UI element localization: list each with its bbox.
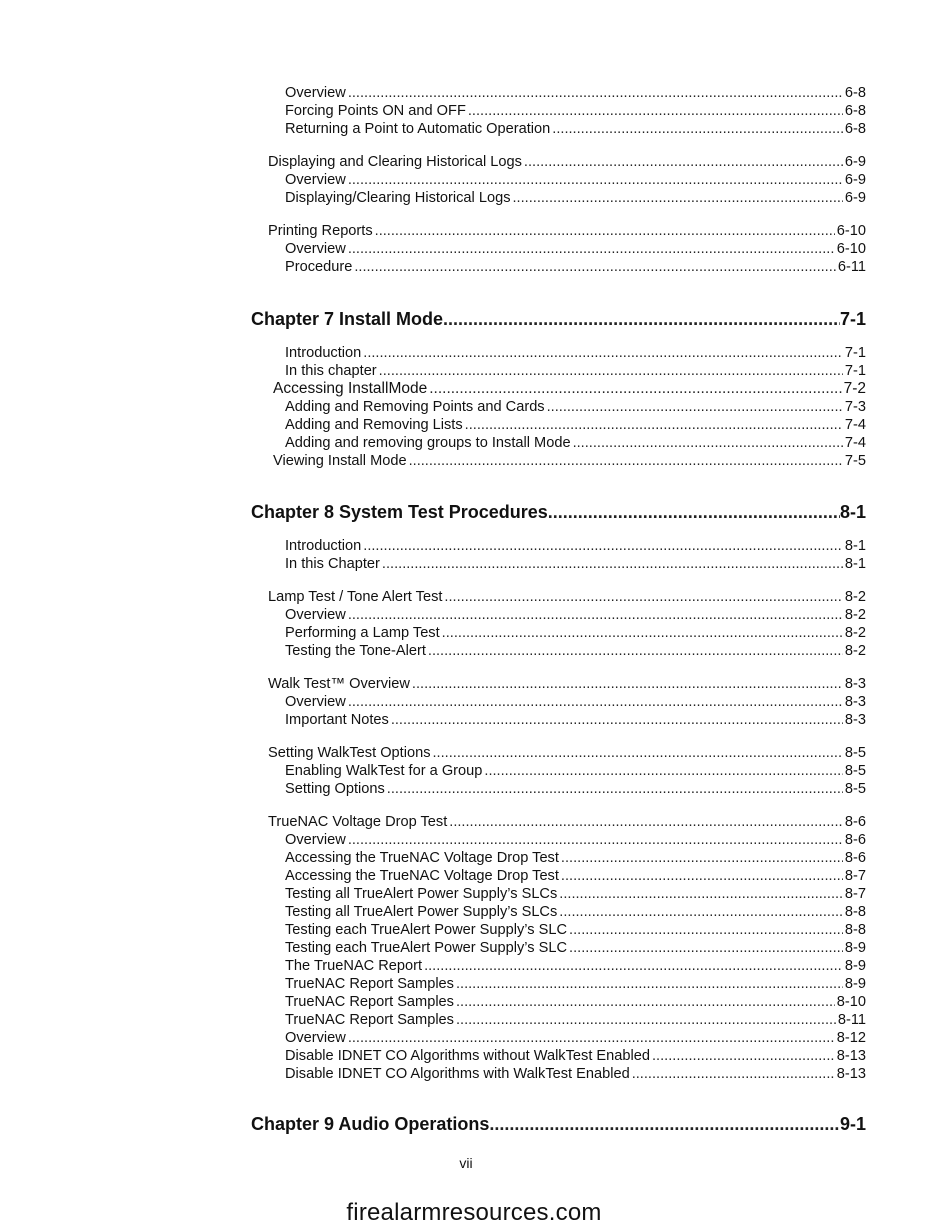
toc-entry [268, 153, 866, 171]
toc-entry-title: Returning a Point to Automatic Operation [285, 121, 551, 137]
toc-entry-title: Setting Options [285, 781, 385, 797]
dot-leader [561, 849, 843, 867]
toc-entry-page: 8-2 [844, 643, 866, 659]
dot-leader [569, 939, 843, 957]
toc-entry-title: Viewing Install Mode [273, 453, 407, 469]
toc-entry-page: 8-7 [844, 886, 866, 902]
dot-leader [513, 189, 843, 207]
dot-leader [382, 555, 843, 573]
dot-leader [387, 780, 843, 798]
toc-entry-title: Overview [285, 832, 346, 848]
dot-leader [429, 380, 841, 398]
page-number: vii [459, 1155, 473, 1171]
toc-entry [285, 831, 866, 849]
toc-entry-page: 8-2 [844, 625, 866, 641]
dot-leader [354, 258, 836, 276]
toc-entry-title: Printing Reports [268, 223, 373, 239]
toc-entry-page: 6-8 [844, 121, 866, 137]
toc-entry [285, 975, 866, 993]
toc-entry-title: Introduction [285, 345, 362, 361]
toc-entry [285, 780, 866, 798]
toc-entry-page: 8-5 [844, 781, 866, 797]
dot-leader [348, 1029, 835, 1047]
dot-leader [484, 762, 843, 780]
dot-leader [379, 362, 843, 380]
toc-entry-page: 8-5 [844, 745, 866, 761]
toc-entry-page: 8-9 [844, 976, 866, 992]
toc-entry-title: Overview [285, 172, 346, 188]
toc-entry [285, 957, 866, 975]
toc-chapter-entry [251, 307, 866, 331]
toc-entry [285, 993, 866, 1011]
toc-entry-page: 8-6 [844, 850, 866, 866]
toc-entry-page: 6-11 [837, 259, 866, 275]
toc-entry-page: 7-1 [844, 363, 866, 379]
toc-entry-title: Overview [285, 694, 346, 710]
toc-entry-page: 8-3 [844, 676, 866, 692]
toc-entry [285, 711, 866, 729]
toc-entry-page: 8-3 [844, 712, 866, 728]
toc-entry-title: Overview [285, 85, 346, 101]
toc-entry [268, 744, 866, 762]
toc-entry [285, 1011, 866, 1029]
dot-leader [363, 537, 843, 555]
toc-entry [285, 624, 866, 642]
toc-entry [285, 362, 866, 380]
dot-leader [456, 1011, 836, 1029]
toc-entry-title: Walk Test™ Overview [268, 676, 410, 692]
toc-entry-page: 8-1 [844, 556, 866, 572]
toc-entry-title: Chapter 8 System Test Procedures [251, 502, 548, 522]
toc-entry [285, 693, 866, 711]
toc-chapter-entry [251, 500, 866, 524]
dot-leader [391, 711, 843, 729]
toc-entry [285, 102, 866, 120]
toc-entry-page: 7-4 [844, 435, 866, 451]
toc-entry-title: Disable IDNET CO Algorithms without WalkTest Enabled [285, 1048, 650, 1064]
toc-entry-title: Enabling WalkTest for a Group [285, 763, 483, 779]
toc-entry [285, 258, 866, 276]
toc-entry-page: 7-1 [839, 309, 866, 329]
dot-leader [468, 102, 843, 120]
dot-leader [559, 903, 843, 921]
dot-leader [449, 813, 843, 831]
toc-entry [285, 921, 866, 939]
toc-entry-page: 8-2 [844, 589, 866, 605]
toc-entry-page: 8-6 [844, 814, 866, 830]
toc-entry-title: Procedure [285, 259, 353, 275]
toc-entry-page: 7-3 [844, 399, 866, 415]
toc-entry [285, 939, 866, 957]
dot-leader [573, 434, 843, 452]
toc-entry-title: Forcing Points ON and OFF [285, 103, 466, 119]
toc-entry-page: 8-5 [844, 763, 866, 779]
toc-entry-page: 8-13 [836, 1066, 866, 1082]
dot-leader [489, 1112, 840, 1136]
toc-entry-title: Performing a Lamp Test [285, 625, 440, 641]
toc-entry-title: Displaying/Clearing Historical Logs [285, 190, 511, 206]
toc-entry-title: Overview [285, 1030, 346, 1046]
toc-entry-page: 6-10 [836, 223, 866, 239]
toc-entry [285, 171, 866, 189]
toc-entry-page: 6-10 [836, 241, 866, 257]
toc-entry [285, 537, 866, 555]
toc-entry [285, 1065, 866, 1083]
toc-entry-title: Setting WalkTest Options [268, 745, 431, 761]
dot-leader [348, 84, 843, 102]
toc-entry [285, 903, 866, 921]
toc-entry-title: Testing all TrueAlert Power Supply’s SLCs [285, 904, 558, 920]
toc-entry [268, 222, 866, 240]
toc-entry-title: Adding and Removing Lists [285, 417, 463, 433]
dot-leader [412, 675, 843, 693]
toc-entry [285, 344, 866, 362]
dot-leader [348, 693, 843, 711]
toc-entry [285, 885, 866, 903]
toc-entry [285, 606, 866, 624]
dot-leader [569, 921, 843, 939]
toc-entry-page: 8-1 [839, 502, 866, 522]
toc-entry [285, 867, 866, 885]
toc-entry-page: 8-9 [844, 958, 866, 974]
toc-entry-page: 8-13 [836, 1048, 866, 1064]
toc-entry-page: 8-12 [836, 1030, 866, 1046]
toc-entry-title: TrueNAC Report Samples [285, 994, 454, 1010]
toc-entry-title: The TrueNAC Report [285, 958, 423, 974]
toc-entry-page: 8-9 [844, 940, 866, 956]
toc-entry [285, 1047, 866, 1065]
toc-entry-page: 8-2 [844, 607, 866, 623]
toc-entry-title: TrueNAC Voltage Drop Test [268, 814, 448, 830]
dot-leader [348, 171, 843, 189]
toc-entry-page: 8-3 [844, 694, 866, 710]
toc-entry-page: 6-8 [844, 85, 866, 101]
toc-entry-page: 7-5 [844, 453, 866, 469]
dot-leader [456, 993, 835, 1011]
dot-leader [632, 1065, 835, 1083]
toc-entry [268, 675, 866, 693]
dot-leader [548, 500, 840, 524]
dot-leader [433, 744, 843, 762]
toc-entry-title: Accessing InstallMode [273, 380, 428, 397]
toc-entry [285, 849, 866, 867]
dot-leader [428, 642, 843, 660]
toc-entry [285, 642, 866, 660]
toc-entry [268, 813, 866, 831]
dot-leader [652, 1047, 835, 1065]
toc-entry-page: 6-9 [844, 172, 866, 188]
dot-leader [561, 867, 843, 885]
toc-entry [285, 84, 866, 102]
toc-entry-title: In this chapter [285, 363, 377, 379]
toc-entry-page: 7-1 [844, 345, 866, 361]
toc-entry [285, 416, 866, 434]
toc-entry-title: Adding and Removing Points and Cards [285, 399, 545, 415]
toc-entry [273, 380, 866, 398]
toc-entry-title: Lamp Test / Tone Alert Test [268, 589, 443, 605]
toc-entry-title: Chapter 9 Audio Operations [251, 1114, 490, 1134]
toc-entry-page: 8-1 [844, 538, 866, 554]
toc-entry-title: Introduction [285, 538, 362, 554]
dot-leader [442, 624, 843, 642]
dot-leader [348, 606, 843, 624]
toc-entry-title: TrueNAC Report Samples [285, 1012, 454, 1028]
dot-leader [524, 153, 843, 171]
dot-leader [375, 222, 835, 240]
toc-entry [285, 555, 866, 573]
toc-entry-page: 8-10 [836, 994, 866, 1010]
toc-entry-title: Displaying and Clearing Historical Logs [268, 154, 522, 170]
dot-leader [552, 120, 843, 138]
dot-leader [465, 416, 843, 434]
toc-entry [285, 762, 866, 780]
dot-leader [559, 885, 843, 903]
dot-leader [424, 957, 843, 975]
toc-entry-page: 6-9 [844, 154, 866, 170]
toc-chapter-entry [251, 1112, 866, 1136]
toc-entry-title: Accessing the TrueNAC Voltage Drop Test [285, 850, 559, 866]
toc-entry-page: 8-6 [844, 832, 866, 848]
toc-entry-title: Overview [285, 607, 346, 623]
dot-leader [456, 975, 843, 993]
toc-entry-page: 9-1 [839, 1114, 866, 1134]
toc-entry-title: Chapter 7 Install Mode [251, 309, 444, 329]
toc-entry-title: Testing each TrueAlert Power Supply’s SLC [285, 940, 568, 956]
toc-entry-page: 8-7 [844, 868, 866, 884]
toc-entry-title: Overview [285, 241, 346, 257]
toc-entry-title: TrueNAC Report Samples [285, 976, 454, 992]
toc-entry-page: 7-4 [844, 417, 866, 433]
toc-entry [285, 120, 866, 138]
dot-leader [409, 452, 843, 470]
toc-entry-title: Accessing the TrueNAC Voltage Drop Test [285, 868, 559, 884]
toc-entry-title: Important Notes [285, 712, 389, 728]
toc-entry [268, 588, 866, 606]
toc-entry [285, 189, 866, 207]
toc-entry-page: 8-8 [844, 922, 866, 938]
toc-entry-title: Adding and removing groups to Install Mode [285, 435, 571, 451]
toc-entry-title: Disable IDNET CO Algorithms with WalkTest Enabled [285, 1066, 630, 1082]
toc-entry-page: 6-9 [844, 190, 866, 206]
toc-entry-page: 8-8 [844, 904, 866, 920]
toc-entry-page: 8-11 [837, 1012, 866, 1028]
site-watermark: firealarmresources.com [346, 1199, 602, 1226]
dot-leader [363, 344, 843, 362]
toc-entry [285, 240, 866, 258]
toc-entry [285, 1029, 866, 1047]
toc-entry-title: Testing all TrueAlert Power Supply’s SLCs [285, 886, 558, 902]
toc-entry [285, 398, 866, 416]
toc-entry [273, 452, 866, 470]
dot-leader [547, 398, 843, 416]
dot-leader [443, 307, 840, 331]
dot-leader [348, 831, 843, 849]
toc-entry [285, 434, 866, 452]
toc-entry-page: 7-2 [843, 380, 866, 397]
toc-entry-title: Testing each TrueAlert Power Supply’s SLC [285, 922, 568, 938]
toc-entry-title: In this Chapter [285, 556, 380, 572]
dot-leader [348, 240, 835, 258]
dot-leader [444, 588, 842, 606]
toc-entry-title: Testing the Tone-Alert [285, 643, 426, 659]
toc-entry-page: 6-8 [844, 103, 866, 119]
